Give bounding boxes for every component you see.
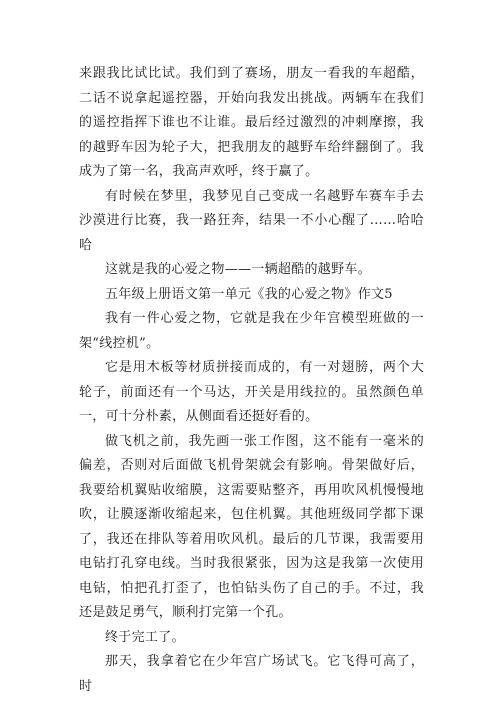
paragraph-process: 做飞机之前，我先画一张工作图，这不能有一毫米的偏差，否则对后面做飞机骨架就会有影响。骨架做好后，我要给机翼贴收缩膜，这需要贴整齐，再用吹风机慢慢地吹，让膜逐渐收缩起来，包住机翼。其他班级同学都下课了，我还在排队等着用吹风机。最后的几节课，我需要用电钻打孔穿电线。当时我很紧张，因为这是我第一次使用电钻，怕把孔打歪了，也怕钻头伤了自己的手。不过，我还是鼓足勇气，顺利打完第一个孔。 — [79, 433, 424, 620]
paragraph-dream: 有时候在梦里，我梦见自己变成一名越野车赛车手去沙漠进行比赛，我一路狂奔，结果一不小心醒了……哈哈哈 — [79, 188, 424, 253]
document-page — [79, 62, 424, 699]
essay-heading: 五年级上册语文第一单元《我的心爱之物》作文5 — [105, 286, 393, 302]
paragraph-description: 它是用木板等材质拼接而成的，有一对翅膀，两个大轮子，前面还有一个马达，开关是用线拉的。虽然颜色单一，可十分朴素，从侧面看还挺好看的。 — [79, 360, 424, 424]
paragraph-intro: 我有一件心爱之物，它就是我在少年宫模型班做的一架“线控机”。 — [79, 311, 424, 351]
paragraph-test-flight: 那天，我拿着它在少年宫广场试飞。它飞得可高了，时 — [79, 654, 424, 694]
paragraph-finished: 终于完工了。 — [105, 629, 185, 645]
paragraph-race-result: 来跟我比试比试。我们到了赛场，朋友一看我的车超酷，二话不说拿起遥控器，开始向我发出挑战。两辆车在我们的遥控指挥下谁也不让谁。最后经过激烈的冲刺摩擦，我的越野车因为轮子大，把我朋友的越野车给绊翻倒了。我成为了第一名，我高声欢呼，终于赢了。 — [79, 66, 424, 179]
paragraph-conclusion: 这就是我的心爱之物——一辆超酷的越野车。 — [105, 262, 372, 277]
